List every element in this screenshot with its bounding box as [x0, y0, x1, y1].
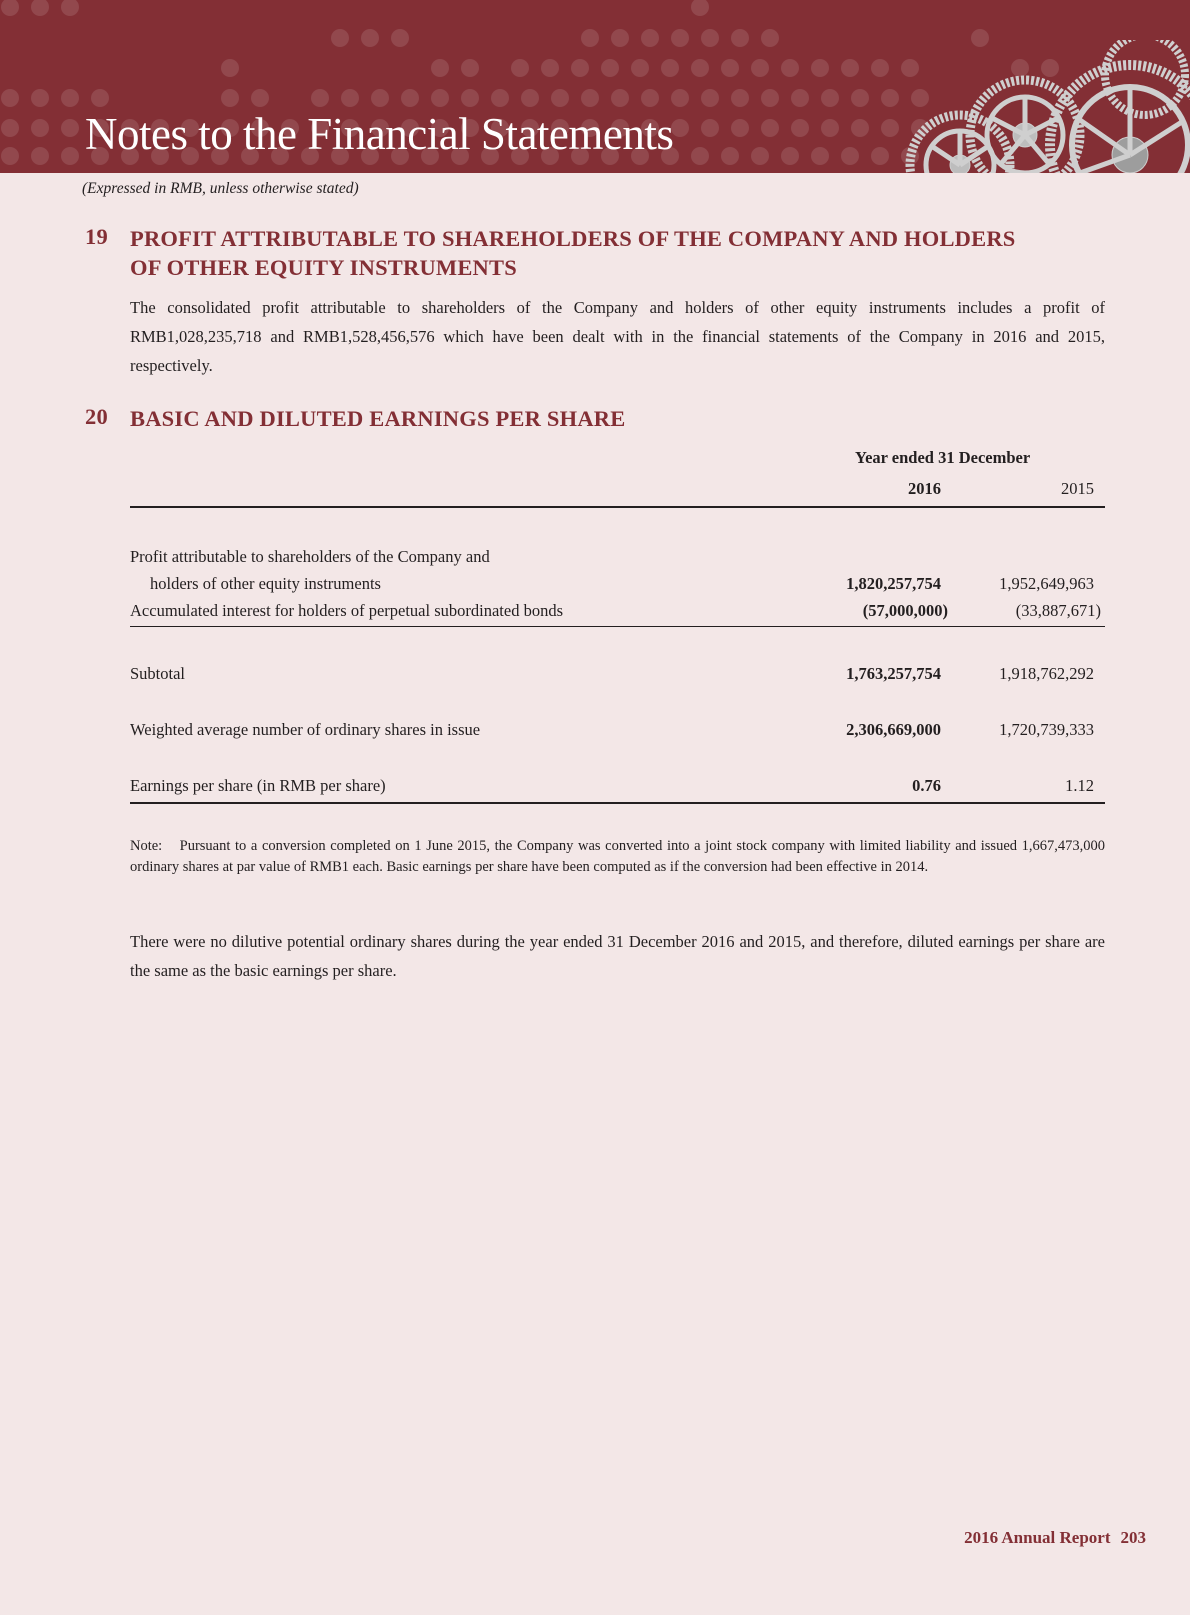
dot-decoration [731, 29, 749, 47]
value-2015: (33,887,671) [1015, 601, 1101, 620]
dot-decoration [781, 147, 799, 165]
dot-decoration [401, 89, 419, 107]
dot-decoration [361, 29, 379, 47]
dot-decoration [551, 89, 569, 107]
dot-decoration [491, 89, 509, 107]
dot-decoration [331, 29, 349, 47]
report-name: 2016 Annual Report [964, 1528, 1111, 1547]
dot-decoration [811, 59, 829, 77]
column-header-2016: 2016 [908, 479, 941, 498]
dot-decoration [791, 89, 809, 107]
dot-decoration [31, 89, 49, 107]
dot-decoration [671, 89, 689, 107]
dot-decoration [671, 29, 689, 47]
row-label: Subtotal [130, 664, 186, 683]
dot-decoration [571, 59, 589, 77]
table-row [130, 720, 1105, 742]
value-2016: (57,000,000) [862, 601, 948, 620]
total-rule [130, 802, 1105, 804]
dot-decoration [811, 147, 829, 165]
dot-decoration [31, 119, 49, 137]
dot-decoration [581, 89, 599, 107]
dot-decoration [461, 59, 479, 77]
header-rule [130, 506, 1105, 508]
subtotal-rule [130, 626, 1105, 627]
page-number: 203 [1120, 1528, 1146, 1547]
row-label: Earnings per share (in RMB per share) [130, 776, 386, 795]
dot-decoration [721, 147, 739, 165]
dot-decoration [821, 89, 839, 107]
dot-decoration [31, 0, 49, 16]
value-2016: 1,763,257,754 [846, 664, 941, 683]
dot-decoration [731, 119, 749, 137]
value-2016: 1,820,257,754 [846, 574, 941, 593]
page-title: Notes to the Financial Statements [85, 109, 674, 159]
header-banner [0, 0, 1190, 173]
row-label: holders of other equity instruments [150, 574, 381, 593]
dot-decoration [611, 89, 629, 107]
table-row [130, 574, 1105, 596]
dot-decoration [61, 89, 79, 107]
dot-decoration [851, 89, 869, 107]
dot-decoration [881, 119, 899, 137]
section-20-heading [85, 404, 626, 431]
dot-decoration [641, 29, 659, 47]
dot-decoration [631, 59, 649, 77]
dot-decoration [671, 119, 689, 137]
dot-decoration [851, 119, 869, 137]
dot-decoration [761, 119, 779, 137]
dot-decoration [391, 29, 409, 47]
period-header: Year ended 31 December [855, 448, 1031, 467]
dot-decoration [61, 119, 79, 137]
gears-illustration [900, 40, 1190, 173]
dot-decoration [611, 29, 629, 47]
section-20-conclusion: There were no dilutive potential ordinary shares during the year ended 31 December 2016 and 2015, and therefore, diluted earnings per share are the same as the basic earnings per share. [130, 932, 1105, 980]
dot-decoration [311, 89, 329, 107]
dot-decoration [221, 59, 239, 77]
dot-decoration [61, 0, 79, 16]
table-row [130, 664, 1105, 686]
row-label: Weighted average number of ordinary shares in issue [130, 720, 481, 739]
dot-decoration [761, 89, 779, 107]
section-19-heading [85, 224, 1016, 280]
dot-decoration [541, 59, 559, 77]
dot-decoration [1, 0, 19, 16]
dot-decoration [821, 119, 839, 137]
dot-decoration [881, 89, 899, 107]
row-label: Accumulated interest for holders of perpetual subordinated bonds [130, 601, 563, 620]
dot-decoration [1, 119, 19, 137]
table-row [130, 776, 1105, 798]
page-footer [964, 1528, 1146, 1548]
dot-decoration [781, 59, 799, 77]
section-title-line2: OF OTHER EQUITY INSTRUMENTS [130, 255, 517, 280]
table-row [130, 601, 1105, 623]
section-19-body: The consolidated profit attributable to shareholders of the Company and holders of other equity instruments includes a profit of RMB1,028,235,718 and RMB1,528,456,576 which have been dealt with in the financial statements of the Company in 2016 and 2015, respectively. [130, 298, 1105, 375]
dot-decoration [841, 59, 859, 77]
dot-decoration [641, 89, 659, 107]
table-row [130, 547, 1105, 569]
dot-decoration [721, 59, 739, 77]
dot-decoration [841, 147, 859, 165]
dot-decoration [761, 29, 779, 47]
dot-decoration [431, 89, 449, 107]
value-2015: 1.12 [1065, 776, 1094, 795]
section-number: 20 [85, 404, 108, 429]
value-2015: 1,720,739,333 [999, 720, 1094, 739]
column-header-2015: 2015 [1061, 479, 1094, 498]
dot-decoration [341, 89, 359, 107]
dot-decoration [581, 29, 599, 47]
dot-decoration [61, 147, 79, 165]
dot-decoration [221, 89, 239, 107]
value-2016: 0.76 [912, 776, 941, 795]
dot-decoration [511, 59, 529, 77]
dot-decoration [701, 119, 719, 137]
note-text: Pursuant to a conversion completed on 1 June 2015, the Company was converted into a joint stock company with limited liability and issued 1,667,473,000 ordinary shares at par value of RMB1 each. Basic earnings per share have been computed as if the conversion had been effective in 2014. [130, 838, 1106, 875]
dot-decoration [751, 147, 769, 165]
dot-decoration [871, 147, 889, 165]
dot-decoration [701, 29, 719, 47]
dot-decoration [731, 89, 749, 107]
dot-decoration [1, 147, 19, 165]
dot-decoration [461, 89, 479, 107]
section-number: 19 [85, 224, 108, 249]
dot-decoration [1, 89, 19, 107]
dot-decoration [431, 59, 449, 77]
dot-decoration [251, 89, 269, 107]
dot-decoration [691, 59, 709, 77]
dot-decoration [701, 89, 719, 107]
currency-note: (Expressed in RMB, unless otherwise stated) [82, 180, 359, 197]
dot-decoration [601, 59, 619, 77]
value-2016: 2,306,669,000 [846, 720, 941, 739]
section-title-line1: PROFIT ATTRIBUTABLE TO SHAREHOLDERS OF THE COMPANY AND HOLDERS [130, 226, 1016, 251]
dot-decoration [521, 89, 539, 107]
section-title: BASIC AND DILUTED EARNINGS PER SHARE [130, 406, 626, 431]
dot-decoration [751, 59, 769, 77]
dot-decoration [691, 0, 709, 16]
dot-decoration [371, 89, 389, 107]
value-2015: 1,918,762,292 [999, 664, 1094, 683]
row-label: Profit attributable to shareholders of the Company and [130, 547, 490, 566]
value-2015: 1,952,649,963 [999, 574, 1094, 593]
note-label: Note: [130, 838, 163, 854]
dot-decoration [661, 59, 679, 77]
dot-decoration [31, 147, 49, 165]
dot-decoration [91, 89, 109, 107]
dot-decoration [691, 147, 709, 165]
dot-decoration [871, 59, 889, 77]
dot-decoration [791, 119, 809, 137]
